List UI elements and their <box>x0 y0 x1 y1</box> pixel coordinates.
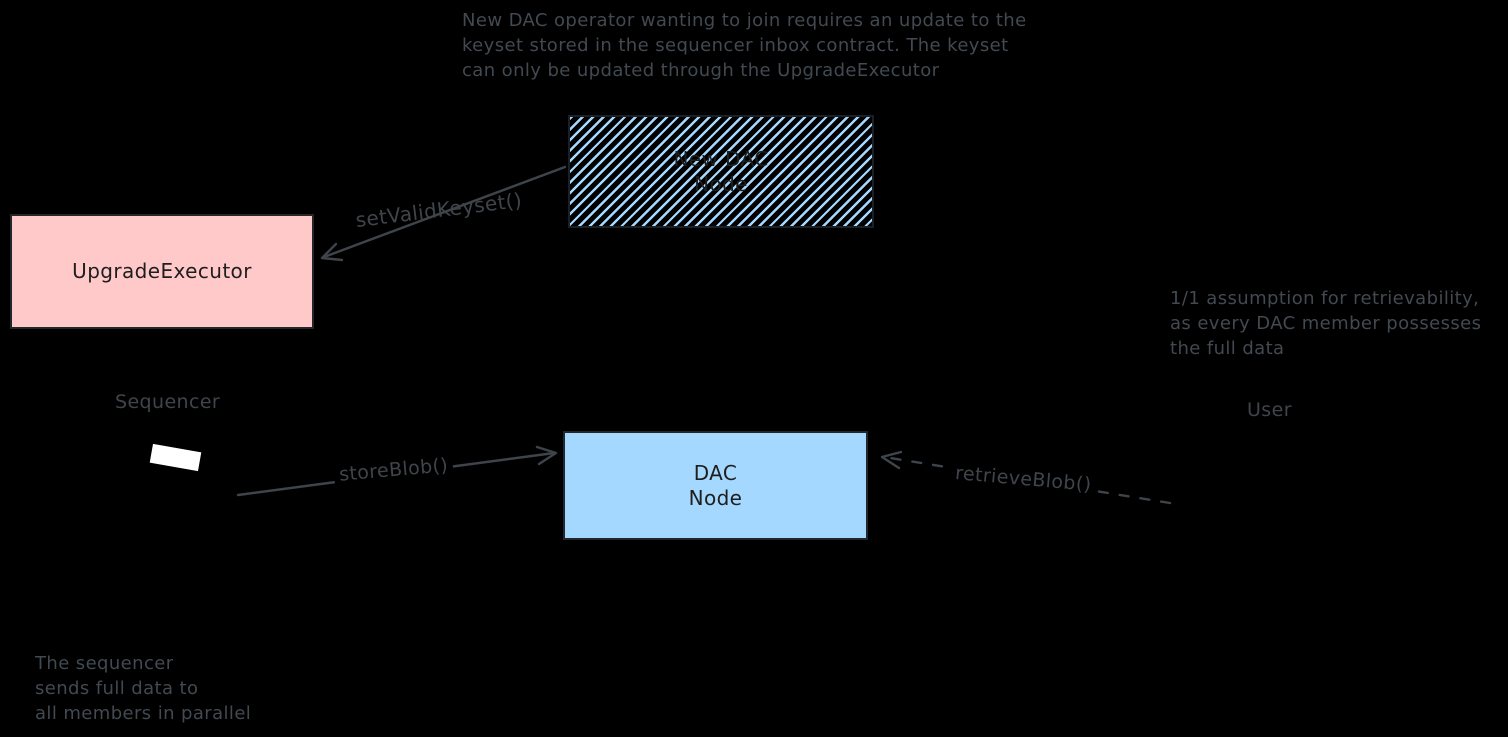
annotation-retrievability-note <box>1170 286 1481 361</box>
annotation-line: the full data <box>1170 338 1285 359</box>
node-label-line: Node <box>688 485 743 510</box>
annotation-line: can only be updated through the UpgradeExecutor <box>462 60 940 81</box>
annotation-sequencer-note <box>35 651 251 726</box>
annotation-line: sends full data to <box>35 678 199 699</box>
node-label-line: Node <box>694 171 748 196</box>
annotation-line: keyset stored in the sequencer inbox contract. The keyset <box>462 35 1009 56</box>
node-label: UpgradeExecutor <box>72 259 252 283</box>
sequencer-label: Sequencer <box>115 391 221 413</box>
annotation-line: The sequencer <box>35 653 174 674</box>
user-label: User <box>1247 399 1292 421</box>
annotation-line: as every DAC member possesses <box>1170 313 1482 334</box>
set-valid-keyset-label: setValidKeyset() <box>354 187 524 233</box>
annotation-line: New DAC operator wanting to join requires an update to the <box>462 10 1027 31</box>
annotation-keyset-note <box>462 8 1027 83</box>
node-label-line: DAC <box>693 460 738 485</box>
node-upgrade-executor <box>10 214 314 329</box>
annotation-line: all members in parallel <box>35 703 252 724</box>
store-blob-label: storeBlob() <box>333 453 454 487</box>
retrieve-blob-label: retrieveBlob() <box>949 461 1097 498</box>
node-new-dac-node <box>568 115 874 228</box>
node-dac-node <box>563 431 868 540</box>
annotation-line: 1/1 assumption for retrievability, <box>1170 288 1480 309</box>
node-label-line: New DAC <box>673 146 769 171</box>
